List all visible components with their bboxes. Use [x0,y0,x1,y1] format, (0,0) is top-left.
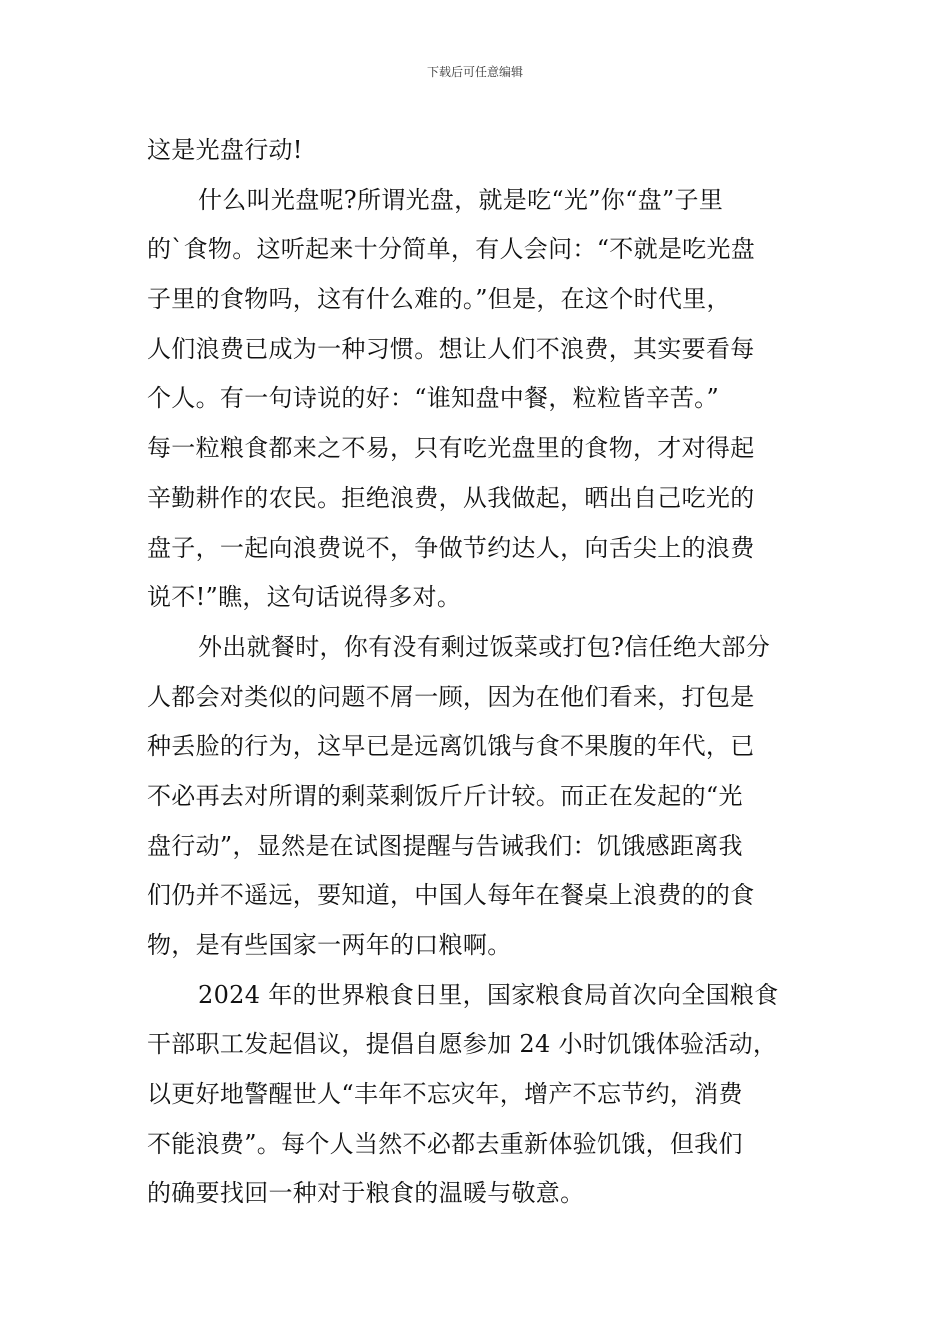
text-line: 辛勤耕作的农民。拒绝浪费，从我做起，晒出自己吃光的 [147,483,755,512]
document-body [147,126,807,1219]
page-header-note: 下载后可任意编辑 [426,65,523,79]
text-line: 不必再去对所谓的剩菜剩饭斤斤计较。而正在发起的“光 [147,781,743,810]
text-line: 盘行动”，显然是在试图提醒与告诫我们：饥饿感距离我 [147,831,743,860]
text-line: 种丢脸的行为，这早已是远离饥饿与食不果腹的年代，已 [147,732,755,761]
text-line: 的确要找回一种对于粮食的温暖与敬意。 [147,1179,585,1208]
text-line: 盘子，一起向浪费说不，争做节约达人，向舌尖上的浪费 [147,533,755,562]
text-line: 以更好地警醒世人“丰年不忘灾年，增产不忘节约，消费 [147,1080,743,1109]
text-line: 干部职工发起倡议，提倡自愿参加 24 小时饥饿体验活动， [147,1030,778,1059]
paragraph-start-line: 外出就餐时，你有没有剩过饭菜或打包?信任绝大部分 [198,632,771,661]
text-line: 子里的食物吗，这有什么难的。”但是，在这个时代里， [147,285,731,314]
text-line: 的`食物。这听起来十分简单，有人会问：“不就是吃光盘 [147,235,756,264]
text-line: 每一粒粮食都来之不易，只有吃光盘里的食物，才对得起 [147,434,755,463]
paragraph-start-line: 2024 年的世界粮食日里，国家粮食局首次向全国粮食 [198,980,779,1009]
text-line: 个人。有一句诗说的好：“谁知盘中餐，粒粒皆辛苦。” [147,384,720,413]
text-line: 不能浪费”。每个人当然不必都去重新体验饥饿，但我们 [147,1129,743,1158]
text-line: 们仍并不遥远，要知道，中国人每年在餐桌上浪费的的食 [147,881,755,910]
text-line: 人们浪费已成为一种习惯。想让人们不浪费，其实要看每 [147,334,755,363]
text-line: 说不!”瞧，这句话说得多对。 [147,583,462,612]
paragraph-start-line: 什么叫光盘呢?所谓光盘，就是吃“光”你“盘”子里 [198,185,724,214]
text-line: 物，是有些国家一两年的口粮啊。 [147,931,512,959]
text-line: 这是光盘行动! [147,136,303,164]
text-line: 人都会对类似的问题不屑一顾，因为在他们看来，打包是 [147,682,755,711]
